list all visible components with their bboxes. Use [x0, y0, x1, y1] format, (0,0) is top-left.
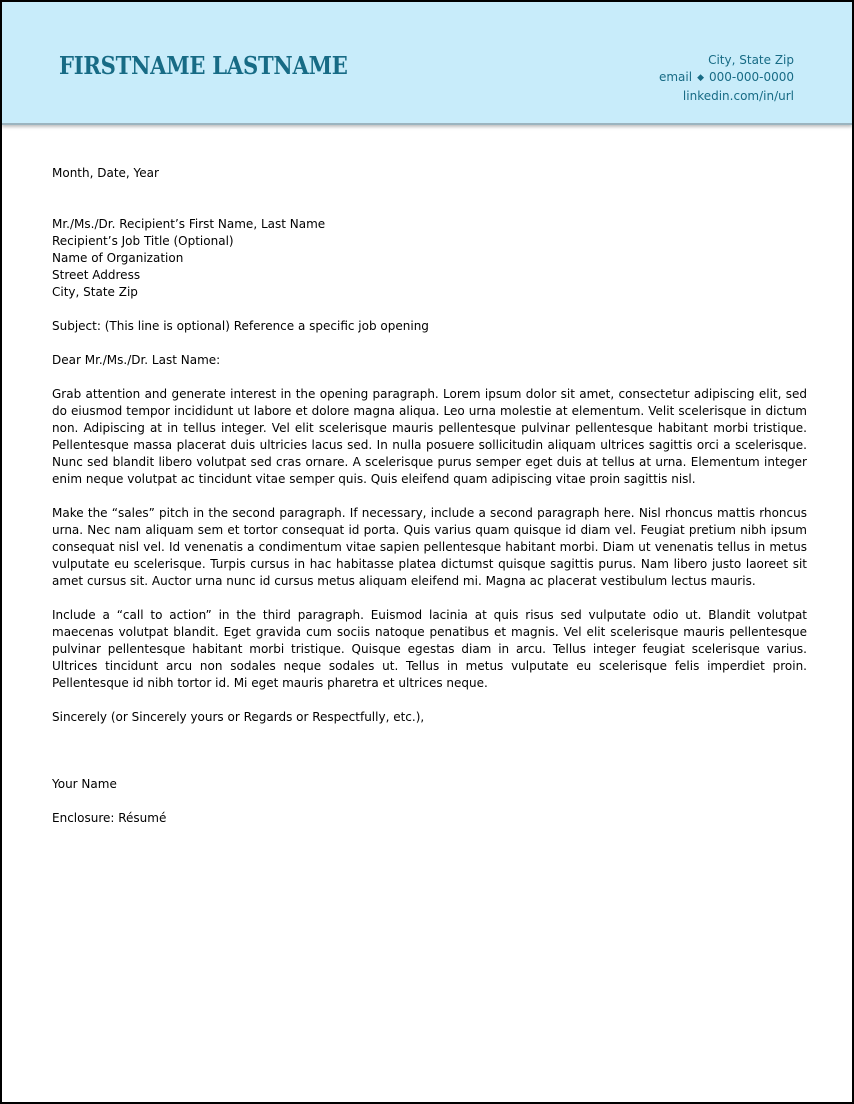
spacer — [52, 301, 807, 318]
signature-name: Your Name — [52, 777, 117, 791]
opening-paragraph: Grab attention and generate interest in the opening paragraph. Lorem ipsum dolor sit amet, consectetur adipiscing elit, sed do eiusmod tempor incididunt ut labore et dolore magna aliqua. Leo urna molestie at elementum. Velit scelerisque in dictum non. Adipiscing at in tellus integer. Vel elit scelerisque mauris pellentesque pulvinar pellentesque habitant morbi tristique. Pellentesque massa placerat duis ultricies lacus sed. In nulla posuere sollicitudin aliquam ultrices sagittis orci a scelerisque. Nunc sed blandit libero volutpat sed cras ornare. A scelerisque purus semper eget duis at tellus at urna. Elementum integer enim neque volutpat ac tincidunt vitae semper quis. Quis eleifend quam adipiscing vitae proin sagittis nisl. — [52, 387, 807, 486]
recipient-street: Street Address — [52, 268, 141, 282]
spacer — [52, 182, 807, 216]
spacer — [52, 692, 807, 709]
contact-city-state-zip: City, State Zip — [708, 53, 794, 67]
letter-salutation: Dear Mr./Ms./Dr. Last Name: — [52, 353, 221, 367]
letter-subject: Subject: (This line is optional) Reference a specific job opening — [52, 319, 429, 333]
letter-header — [2, 2, 852, 125]
recipient-name: Mr./Ms./Dr. Recipient’s First Name, Last Name — [52, 217, 326, 231]
recipient-block — [52, 216, 807, 301]
sales-paragraph: Make the “sales” pitch in the second paragraph. If necessary, include a second paragraph here. Nisl rhoncus mattis rhoncus urna. Nec nam aliquam sem et tortor consequat id porta. Quis varius quam quisque id diam vel. Feugiat pretium nibh ipsum consequat nisl vel. Id venenatis a condimentum vitae sapien pellentesque habitant morbi. Diam ut venenatis tellus in metus vulputate eu scelerisque. Turpis cursus in hac habitasse platea dictumst quisque sagittis purus. Nam libero justo laoreet sit amet cursus sit. Auctor urna nunc id cursus metus aliquam eleifend mi. Magna ac placerat vestibulum lectus mauris. — [52, 506, 807, 588]
recipient-organization: Name of Organization — [52, 251, 184, 265]
letter-closing: Sincerely (or Sincerely yours or Regards or Respectfully, etc.), — [52, 710, 425, 724]
spacer — [52, 335, 807, 352]
spacer — [52, 590, 807, 607]
letter-date: Month, Date, Year — [52, 166, 159, 180]
diamond-separator-icon: ◆ — [697, 73, 704, 83]
call-to-action-paragraph: Include a “call to action” in the third paragraph. Euismod lacinia at quis risus sed vulputate odio ut. Blandit volutpat maecenas volutpat blandit. Eget gravida cum sociis natoque penatibus et magnis. Vel elit scelerisque mauris pellentesque pulvinar pellentesque habitant morbi tristique. Quisque egestas diam in arcu. Tellus integer feugiat scelerisque varius. Ultrices tincidunt arcu non sodales neque sodales ut. Tellus in metus vulputate eu scelerisque felis imperdiet proin. Pellentesque id nibh tortor id. Mi eget mauris pharetra et ultrices neque. — [52, 608, 807, 690]
applicant-name: FIRSTNAME LASTNAME — [59, 51, 348, 80]
contact-linkedin: linkedin.com/in/url — [682, 89, 794, 103]
recipient-city-state-zip: City, State Zip — [52, 285, 138, 299]
signature-space — [52, 726, 807, 776]
spacer — [52, 488, 807, 505]
recipient-job-title: Recipient’s Job Title (Optional) — [52, 234, 234, 248]
spacer — [52, 793, 807, 810]
contact-email: email — [658, 70, 693, 84]
spacer — [52, 369, 807, 386]
letter-body — [52, 165, 807, 827]
contact-email-phone-row — [659, 69, 794, 88]
contact-block — [659, 52, 794, 105]
enclosure-line: Enclosure: Résumé — [52, 811, 167, 825]
contact-phone: 000-000-0000 — [708, 70, 794, 84]
